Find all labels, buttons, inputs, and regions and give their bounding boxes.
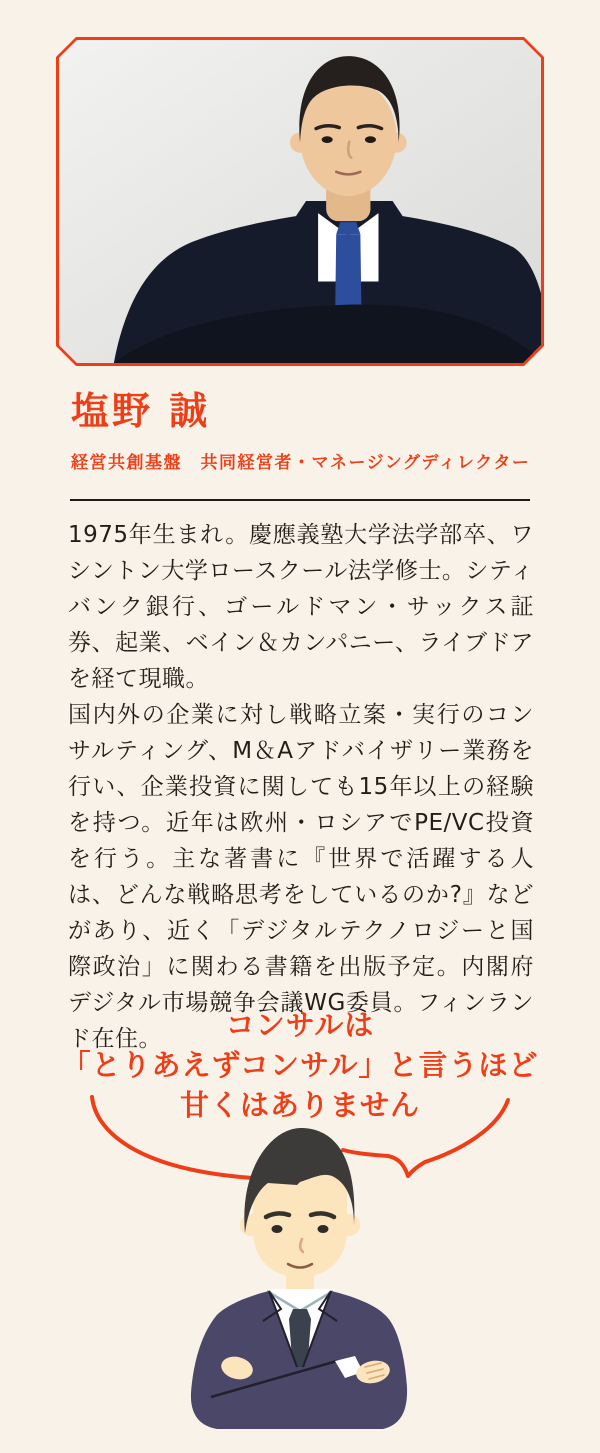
divider-line	[70, 499, 530, 501]
person-title: 経営共創基盤 共同経営者・マネージングディレクター	[71, 453, 531, 473]
portrait-photo-frame	[56, 37, 544, 366]
illo-head	[240, 1128, 360, 1305]
bio-paragraph: 国内外の企業に対し戦略立案・実行のコンサルティング、M＆Aアドバイザリー業務を行い、企業投資に関しても15年以上の経験を持つ。近年は欧州・ロシアでPE/VC投資を行う。主な著書に『世界で活躍する人は、どんな戦略思考をしているのか?』などがあり、近く「デジタルテクノロジーと国際政治」に関わる書籍を出版予定。内閣府デジタル市場競争会議WG委員。フィンランド在住。	[68, 702, 534, 1052]
portrait-photo-art	[59, 40, 541, 363]
person-name: 塩野 誠	[71, 389, 211, 433]
bio-paragraph: 1975年生まれ。慶應義塾大学法学部卒、ワシントン大学ロースクール法学修士。シティバンク銀行、ゴールドマン・サックス証券、起業、ベイン＆カンパニー、ライブドアを経て現職。	[68, 522, 534, 692]
portrait-photo	[59, 40, 541, 363]
quote-line: 「とりあえずコンサル」と言うほど	[61, 1048, 539, 1082]
quote-line: 甘くはありません	[179, 1088, 420, 1122]
businessman-illustration	[185, 1125, 415, 1435]
biography	[68, 517, 534, 1057]
quote-line: コンサルは	[225, 1008, 375, 1042]
